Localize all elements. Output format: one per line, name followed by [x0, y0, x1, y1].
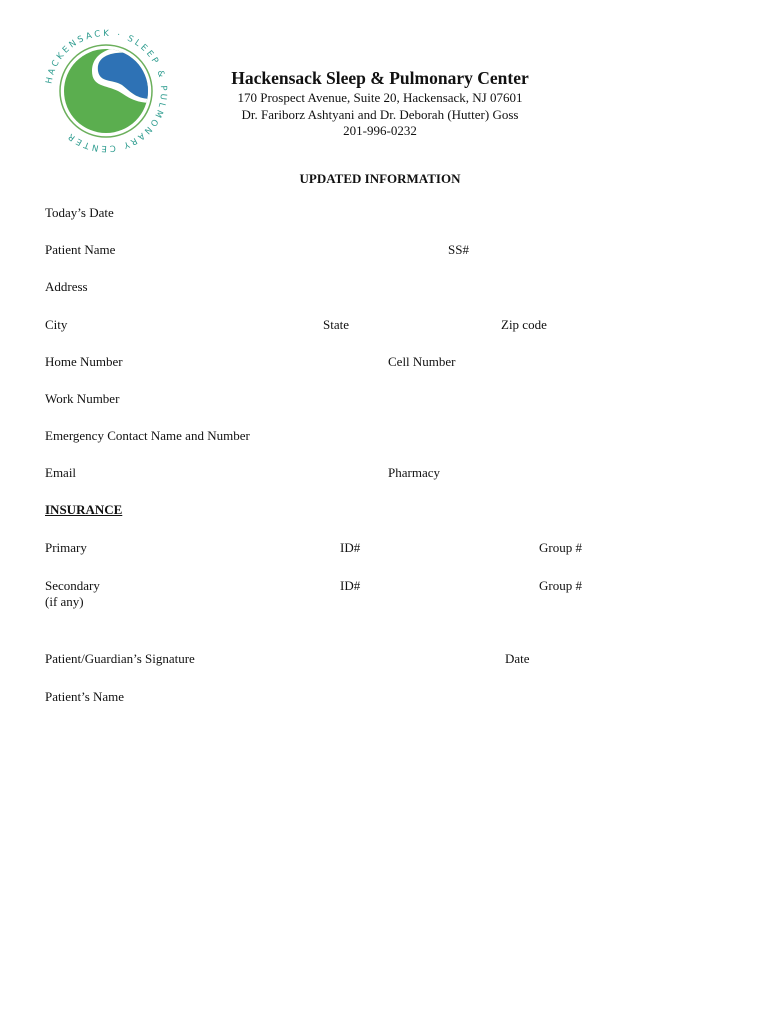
work-number-label: Work Number [45, 391, 120, 406]
logo-ring-text: HACKENSACK · SLEEP & PULMONARY CENTER [44, 28, 169, 154]
pharmacy-label: Pharmacy [388, 465, 440, 480]
clinic-address: 170 Prospect Avenue, Suite 20, Hackensack, NJ 07601 [237, 90, 523, 105]
signature-label: Patient/Guardian’s Signature [45, 651, 195, 666]
ss-label: SS# [448, 242, 469, 257]
insurance-heading: INSURANCE [45, 502, 123, 517]
patient-name-label: Patient Name [45, 242, 116, 257]
letterhead [190, 66, 570, 140]
secondary-insurance-label: Secondary [45, 578, 100, 593]
clinic-name: Hackensack Sleep & Pulmonary Center [231, 68, 529, 88]
signature-date-label: Date [505, 651, 530, 666]
primary-id-label: ID# [340, 540, 361, 555]
clinic-phone: 201-996-0232 [343, 123, 417, 138]
clinic-doctors: Dr. Fariborz Ashtyani and Dr. Deborah (Hutter) Goss [241, 106, 519, 122]
patients-name-label: Patient’s Name [45, 689, 125, 704]
home-number-label: Home Number [45, 354, 123, 369]
email-label: Email [45, 465, 77, 480]
secondary-group-label: Group # [539, 578, 582, 593]
primary-group-label: Group # [539, 540, 582, 555]
city-label: City [45, 317, 68, 332]
todays-date-label: Today’s Date [45, 205, 114, 220]
clinic-logo [40, 25, 172, 157]
emergency-contact-label: Emergency Contact Name and Number [45, 428, 250, 443]
zip-label: Zip code [501, 317, 547, 332]
primary-insurance-label: Primary [45, 540, 87, 555]
cell-number-label: Cell Number [388, 354, 456, 369]
address-label: Address [45, 279, 88, 294]
form-title: UPDATED INFORMATION [299, 171, 461, 186]
secondary-note: (if any) [45, 594, 84, 609]
secondary-id-label: ID# [340, 578, 361, 593]
state-label: State [323, 317, 349, 332]
